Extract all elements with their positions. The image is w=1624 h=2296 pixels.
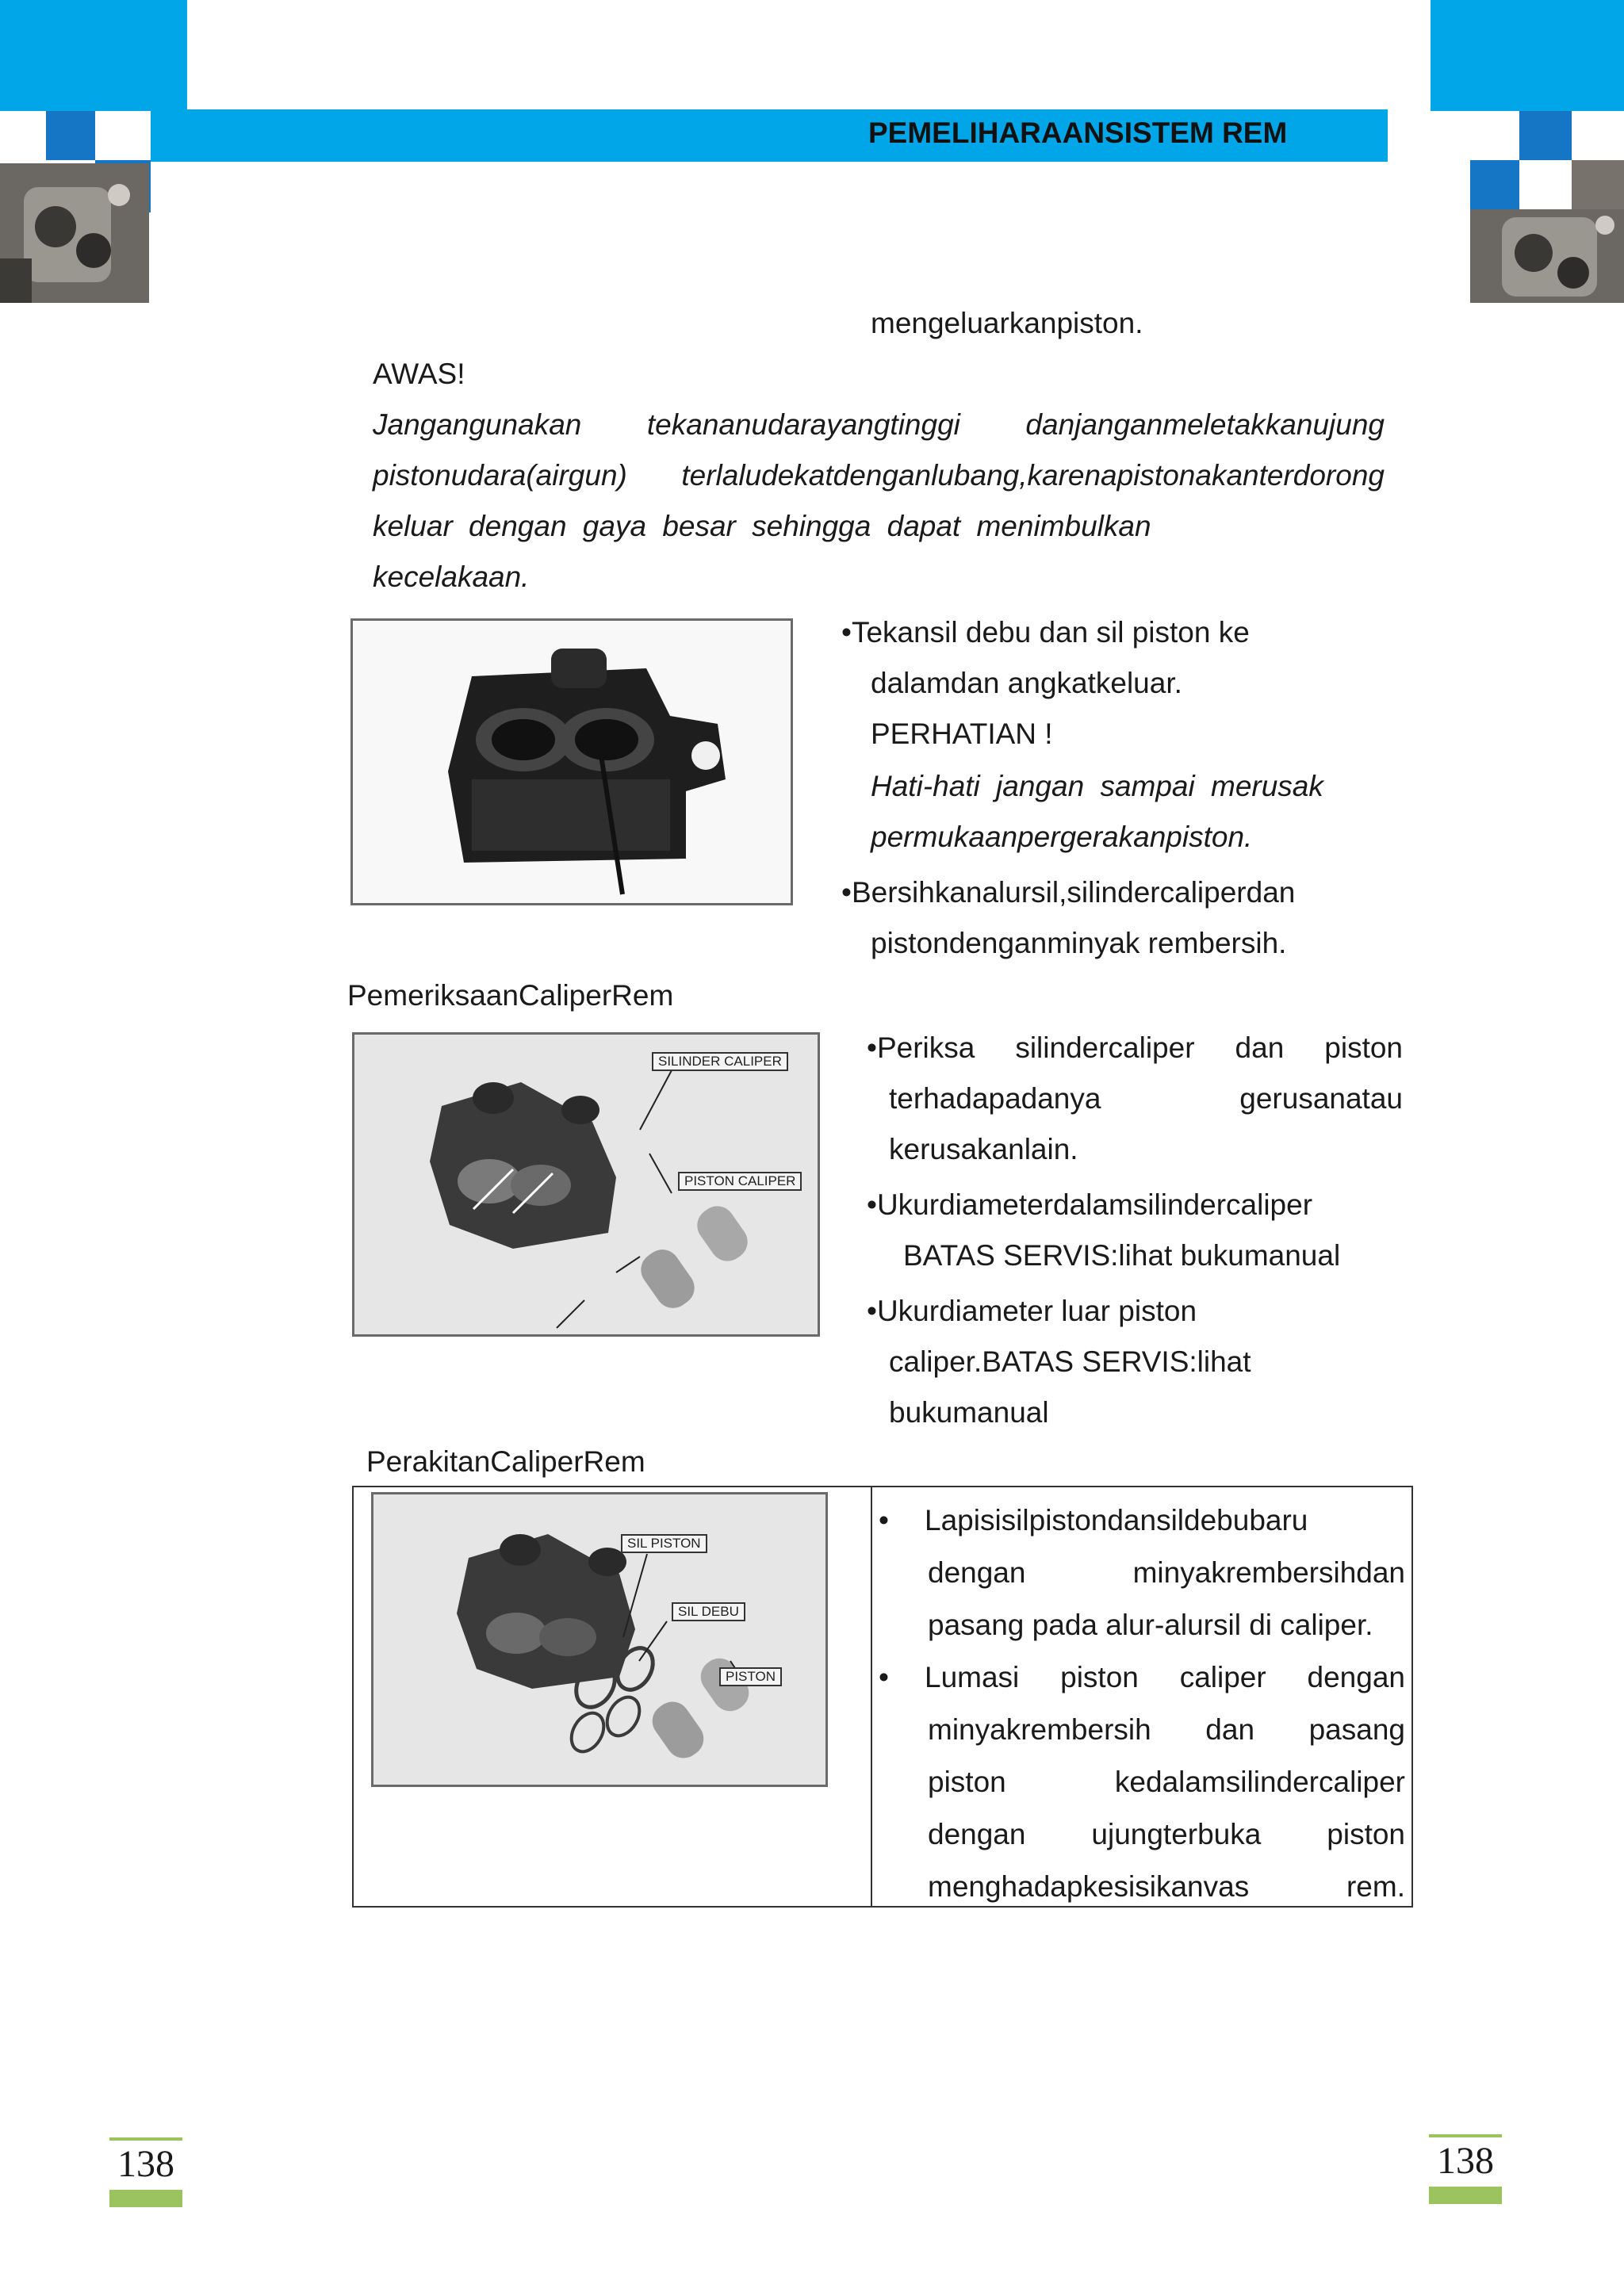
section2-line: kerusakanlain. — [889, 1133, 1078, 1165]
footer-bar-right — [1429, 2187, 1502, 2204]
section2-line: BATAS SERVIS:lihat bukumanual — [903, 1239, 1341, 1272]
section2-title: PemeriksaanCaliperRem — [347, 979, 674, 1012]
step1-bullet-1-cont: dalamdan angkatkeluar. — [871, 667, 1182, 699]
deco-square — [95, 111, 151, 160]
step1-note-title: PERHATIAN ! — [871, 718, 1053, 750]
step1-bullet-2: •Bersihkanalursil,silindercaliperdan — [841, 876, 1296, 909]
header-title: PEMELIHARAANSISTEM REM — [868, 117, 1288, 149]
section3-line: pasang pada alur-alursil di caliper. — [928, 1609, 1373, 1641]
deco-square — [1470, 160, 1519, 209]
footer-rule-left-top — [109, 2137, 182, 2141]
section2-line: •Ukurdiameterdalamsilindercaliper — [867, 1188, 1313, 1221]
deco-square — [1470, 111, 1519, 160]
header-bar-notch — [187, 101, 303, 109]
header-block-right — [1431, 0, 1624, 111]
brake-caliper-photo — [1470, 209, 1624, 303]
label-silinder-caliper: SILINDER CALIPER — [652, 1052, 788, 1071]
step1-note-line: permukaanpergerakanpiston. — [871, 821, 1253, 853]
caliper-photo-3 — [371, 1492, 828, 1787]
section2-line: caliper.BATAS SERVIS:lihat — [889, 1345, 1251, 1378]
section2-line: terhadapadanya gerusanatau — [889, 1082, 1403, 1115]
bullet-dot: • — [879, 1504, 889, 1536]
label-sil-debu: SIL DEBU — [672, 1602, 745, 1621]
section3-title: PerakitanCaliperRem — [366, 1445, 645, 1478]
step1-bullet-2-cont: pistondenganminyak rembersih. — [871, 927, 1287, 959]
footer-bar-left — [109, 2190, 182, 2207]
step1-bullet-1: •Tekansil debu dan sil piston ke — [841, 616, 1250, 649]
section3-text-2 — [925, 1660, 1405, 1922]
label-piston-caliper: PISTON CALIPER — [678, 1172, 802, 1191]
caliper-photo-2 — [352, 1032, 820, 1337]
section2-line: •Ukurdiameter luar piston — [867, 1295, 1197, 1327]
caliper-disassembly-image — [353, 621, 791, 903]
warning-line: pistonudara(airgun) terlaludekatdenganlubang,karenapistonakanterdorong — [373, 459, 1385, 492]
section3-line: piston kedalamsilindercaliper — [928, 1766, 1405, 1798]
section2-line: •Periksa silindercaliper dan piston — [867, 1031, 1403, 1064]
header-photo-right — [1470, 209, 1624, 303]
section3-line: minyakrembersih dan pasang — [928, 1713, 1405, 1746]
deco-square — [46, 111, 95, 160]
section3-text-1 — [925, 1503, 1405, 1660]
header-block-left — [0, 0, 187, 111]
warning-line: kecelakaan. — [373, 561, 530, 593]
section3-line: dengan minyakrembersihdan — [928, 1556, 1405, 1589]
section3-line: Lumasi piston caliper dengan — [925, 1661, 1405, 1693]
step1-note-line: Hati-hati jangan sampai merusak — [871, 770, 1323, 802]
header-photo-left — [0, 163, 149, 303]
caliper-assembly-image — [373, 1494, 825, 1785]
footer-rule-right-top — [1429, 2134, 1502, 2137]
bullet-dot: • — [879, 1661, 889, 1693]
warning-line: Jangangunakan tekananudarayangtinggi danjanganmeletakkanujung — [373, 408, 1385, 441]
warning-title: AWAS! — [373, 358, 465, 390]
warning-line: keluar dengan gaya besar sehingga dapat menimbulkan — [373, 510, 1151, 542]
intro-line: mengeluarkanpiston. — [871, 307, 1143, 339]
page-number-left: 138 — [117, 2143, 174, 2185]
section3-line: Lapisisilpistondansildebubaru — [925, 1504, 1308, 1536]
section2-line: bukumanual — [889, 1396, 1049, 1429]
label-sil-piston: SIL PISTON — [621, 1534, 707, 1553]
warning-body — [373, 408, 1385, 610]
assembly-table — [352, 1486, 1413, 1908]
page-number-right: 138 — [1437, 2140, 1494, 2182]
caliper-photo-1 — [350, 618, 793, 905]
header-photo-right-top — [1572, 160, 1624, 209]
section2-text — [867, 1031, 1403, 1446]
brake-caliper-photo — [0, 163, 149, 303]
deco-square — [1519, 111, 1572, 160]
section3-line: menghadapkesisikanvas rem. — [928, 1870, 1405, 1903]
table-divider — [871, 1487, 872, 1906]
section3-line: dengan ujungterbuka piston — [928, 1818, 1405, 1850]
label-piston: PISTON — [719, 1667, 782, 1686]
